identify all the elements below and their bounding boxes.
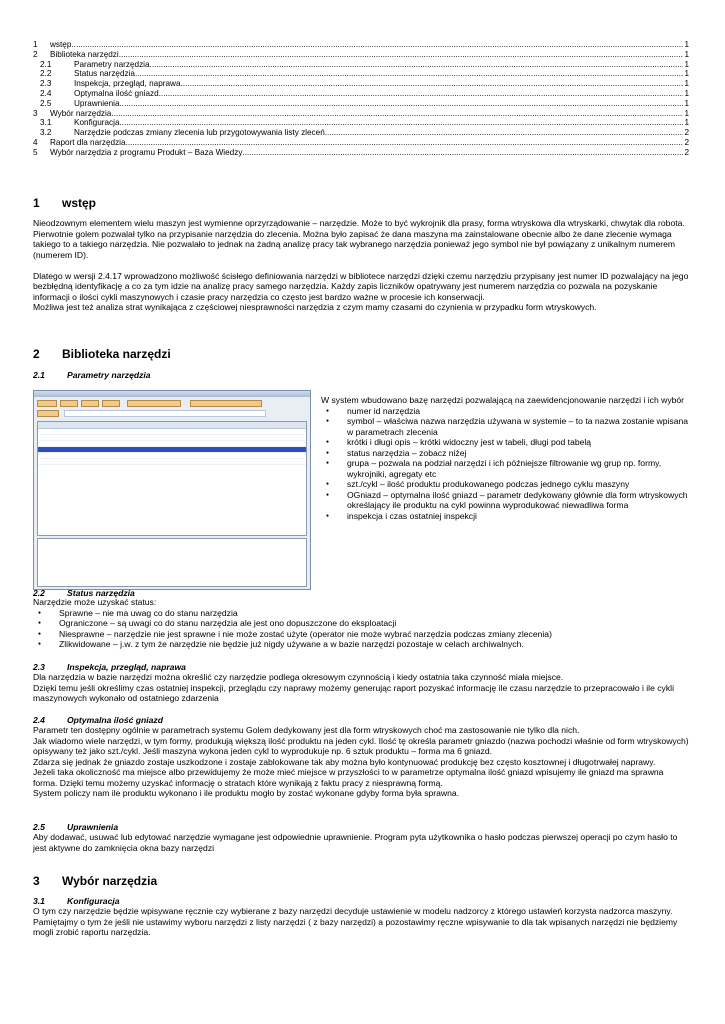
toc-dot-leader (242, 148, 683, 158)
toc-entry-title: Parametry narzędzia (74, 59, 150, 69)
paragraph: Możliwa jest też analiza strat wynikająca z częściowej niesprawności narzędzia z czym mamy czasami do czynienia w przypadku form wtryskowych. (33, 302, 597, 312)
list-item: ● Sprawne – nie ma uwag co do stanu narzędzia (33, 608, 689, 619)
paragraph: Zdarza się jednak że gniazdo zostaje uszkodzone i zostaje zablokowane tak aby można było kontynuować produkcję bez często kosztownej i długotrwałej naprawy. (33, 756, 656, 767)
section-2-2-heading: 2.2 Status narzędzia (33, 588, 135, 598)
toc-entry-number: 2.1 (40, 59, 52, 69)
paragraph: System policzy nam ile produktu wykonano i ile produktu mogło by zostać wykonane gdyby forma była sprawna. (33, 788, 460, 798)
list-item: ● Zlikwidowane – j.w. z tym że narzędzie nie będzie już nigdy używane a w bazie narzędzi pozostaje w celach archiwalnych. (33, 639, 689, 650)
section-2-2-body (33, 597, 689, 650)
window-titlebar (34, 391, 310, 397)
paragraph: Parametr ten dostępny ogólnie w parametrach systemu Golem dedykowany jest dla form wtryskowych choć ma zastosowanie nie tylko dla nich. (33, 725, 580, 735)
paragraph: Pamiętajmy o tym że jeśli nie ustawimy wyboru narzędzi z listy narzędzi ( z bazy narzędzi) a pozostawimy ręczne wpisywanie to dla tak wpisanych narzędzi nie będziemy mogli zrobić raportu narzędzia. (33, 916, 678, 937)
toc-dot-leader (325, 128, 684, 138)
section-2-4-body (33, 725, 689, 799)
paragraph: O tym czy narzędzie będzie wpisywane ręcznie czy wybierane z bazy narzędzi decyduje ustawienie w modelu nadzorcy z którego ustawień korzysta nadzorca maszyny. (33, 906, 673, 916)
toc-entry-number: 2.2 (40, 69, 52, 79)
status-list (33, 608, 689, 650)
toc-entry[interactable] (33, 40, 689, 50)
toc-entry-title: wstęp (50, 40, 72, 49)
list-item: ● Niesprawne – narzędzie nie jest sprawne i nie może zostać użyte (operator nie może wybrać narzędzia podczas zmiany zlecenia) (33, 629, 689, 640)
section-2-4-heading: 2.4 Optymalna ilość gniazd (33, 715, 163, 725)
toc-entry-page: 1 (684, 108, 689, 118)
section-2-3-heading: 2.3 Inspekcja, przegląd, naprawa (33, 662, 186, 672)
paragraph: Narzędzie może uzyskać status: (33, 597, 157, 607)
section-1-body (33, 218, 689, 313)
toc-dot-leader (111, 109, 683, 119)
section-2-5-body (33, 832, 689, 853)
paragraph: Dlatego w wersji 2.4.17 wprowadzono możliwość ścisłego definiowania narzędzi w bibliotece narzędzi dzięki czemu narzędziu przypisany jest numer ID pozwalający na jego bezbłędną identyfikację a co za tym idzie na analizę pracy samego narzędzia. Każdy zapis liczników opatrywany jest numerem narzędzia co pozwala na pozyskanie informacji o ilości cykli maszynowych i czasie pracy narzędzia co często jest bardzo ważne w procesie ich konserwacji. (33, 270, 689, 302)
paragraph: Nieodzownym elementem wielu maszyn jest wymienne oprzyrządowanie – narzędzie. Może to być wykrojnik dla prasy, forma wtryskowa dla wtryskarki, chwytak dla robota. (33, 218, 685, 228)
toc-entry-number: 5 (33, 147, 38, 157)
toc-entry-page: 2 (684, 128, 689, 138)
toc-entry-number: 2.3 (40, 79, 52, 89)
parameters-list (321, 406, 689, 522)
list-item: ● OGniazd – optymalna ilość gniazd – parametr dedykowany głównie dla form wtryskowych określający ile produktu na cykl powinna wyprodukować niewadliwa forma (321, 490, 689, 511)
toc-dot-leader (119, 50, 684, 60)
toc-entry-number: 2.5 (40, 98, 52, 108)
toc-entry-title: Biblioteka narzędzi (50, 49, 119, 59)
paragraph: Jeżeli taka okoliczność ma miejsce albo przewidujemy że może mieć miejsce w przyszłości to w parametrze optymalna ilość gniazd wpisujemy ile gniazd ma sprawna forma. Dzięki temu możemy uzyskać informację o stratach które wynikają z faktu pracy z niesprawną formą. (33, 767, 664, 788)
paragraph: Pierwotnie golem pozwalał tylko na przypisanie narzędzia do zlecenia. Można było zapisać że dana maszyna ma zainstalowane obecnie albo że dane zlecenie wymaga takiego to a takiego narzędzia. Nie pozwalało to jednak na żadną analizę pracy tak wybranego narzędzia ponieważ jego symbol nie był powiązany z unikalnym numerem (numerem ID). (33, 228, 676, 260)
paragraph: Dla narzędzia w bazie narzędzi można określić czy narzędzie podlega okresowym czynnością i kiedy ostatnia taka czynność miała miejsce. (33, 672, 564, 682)
toc-dot-leader (135, 69, 683, 79)
section-3-heading: 3 Wybór narzędzia (33, 874, 158, 888)
toc-dot-leader (71, 40, 683, 50)
toc-entry-title: Uprawnienia (74, 98, 120, 108)
toc-entry-number: 3.1 (40, 118, 52, 128)
toc-entry[interactable] (33, 118, 689, 128)
list-item: ● Ograniczone – są uwagi co do stanu narzędzia ale jest ono dopuszczone do eksploatacji (33, 618, 689, 629)
toc-entry-number: 4 (33, 137, 38, 147)
toc-entry[interactable] (33, 79, 689, 89)
list-item: ● inspekcja i czas ostatniej inspekcji (321, 511, 689, 522)
toc-entry-page: 1 (684, 79, 689, 89)
toc-entry-page: 1 (684, 118, 689, 128)
paragraph: Aby dodawać, usuwać lub edytować narzędzie wymagane jest odpowiednie uprawnienie. Program pyta użytkownika o hasło podczas pierwszej operacji po czym hasło to jest aktywne do zamknięcia okna bazy narzędzi (33, 832, 678, 853)
toc-dot-leader (120, 99, 684, 109)
section-1-heading: 1 wstęp (33, 196, 97, 210)
toc-entry[interactable] (33, 60, 689, 70)
toolbar (37, 400, 262, 406)
toc-entry[interactable] (33, 138, 689, 148)
section-2-5-heading: 2.5 Uprawnienia (33, 822, 119, 832)
toc-entry-page: 1 (684, 49, 689, 59)
paragraph: W system wbudowano bazę narzędzi pozwalającą na zaewidencjonowanie narzędzi i ich wybór (321, 395, 685, 405)
toc-dot-leader (159, 89, 684, 99)
section-3-1-heading: 3.1 Konfiguracja (33, 896, 120, 906)
toc-entry[interactable] (33, 69, 689, 79)
toc-entry-title: Raport dla narzędzia (50, 137, 126, 147)
paragraph: Jak wiadomo wiele narzędzi, w tym formy, produkują większą ilość produktu na jeden cykl. Ilość tę określa parametr gniazdo (nazwa pochodzi właśnie od form wtryskowych) opisywany też jako szt./cykl. Jeśli maszyna wykona jeden cykl to wyprodukuje np. 6 sztuk produktu – forma ma 6 gniazd. (33, 735, 689, 756)
toc-entry-title: Konfiguracja (74, 118, 120, 128)
list-item: ● grupa – pozwala na podział narzędzi i ich późniejsze filtrowanie wg grup np. formy, wykrojniki, agregaty etc (321, 458, 689, 479)
section-2-1-heading: 2.1 Parametry narzędzia (33, 370, 151, 380)
toc-dot-leader (120, 118, 684, 128)
tool-table (37, 421, 307, 536)
toc-entry-page: 1 (684, 98, 689, 108)
toc-dot-leader (150, 60, 684, 70)
toc-entry-number: 1 (33, 40, 38, 49)
table-of-contents (33, 40, 689, 158)
toc-entry-page: 1 (684, 59, 689, 69)
toc-dot-leader (181, 79, 684, 89)
toc-entry[interactable] (33, 89, 689, 99)
tool-database-screenshot (33, 390, 311, 590)
toc-entry-page: 2 (684, 137, 689, 147)
list-item: ● krótki i długi opis – krótki widoczny jest w tabeli, długi pod tabelą (321, 437, 689, 448)
toc-entry-page: 1 (684, 88, 689, 98)
toc-entry[interactable] (33, 99, 689, 109)
section-2-heading: 2 Biblioteka narzędzi (33, 347, 171, 361)
toc-entry[interactable] (33, 109, 689, 119)
paragraph: Dzięki temu jeśli określimy czas ostatniej inspekcji, przeglądu czy naprawy możemy generując raport pozyskać informację ile czasu narzędzie to przepracowało i ile cykli maszynowych wykonało od ostatniego zdarzenia (33, 682, 674, 703)
toc-entry-number: 3.2 (40, 128, 52, 138)
toc-entry-title: Wybór narzędzia z programu Produkt – Baza Wiedzy (50, 147, 243, 157)
list-item: ● status narzędzia – zobacz niżej (321, 448, 689, 459)
toc-entry-title: Status narzędzia (74, 69, 135, 79)
toc-entry-number: 2 (33, 49, 38, 59)
toc-entry-page: 1 (684, 40, 689, 49)
toc-entry-title: Optymalna ilość gniazd (74, 88, 159, 98)
toc-entry-page: 2 (684, 147, 689, 157)
section-2-3-body (33, 672, 689, 704)
toc-entry-page: 1 (684, 69, 689, 79)
toc-entry[interactable] (33, 148, 689, 158)
list-item: ● symbol – właściwa nazwa narzędzia używana w systemie – to ta nazwa zostanie wpisana w parametrach zlecenia (321, 416, 689, 437)
parameters-description (321, 395, 689, 521)
toc-entry-number: 2.4 (40, 88, 52, 98)
list-item: ● numer id narzędzia (321, 406, 689, 417)
toc-entry[interactable] (33, 128, 689, 138)
toc-dot-leader (126, 138, 684, 148)
list-item: ● szt./cykl – ilość produktu produkowanego podczas jednego cyklu maszyny (321, 479, 689, 490)
toc-entry-title: Wybór narzędzia (50, 108, 112, 118)
toc-entry[interactable] (33, 50, 689, 60)
section-3-1-body (33, 906, 689, 938)
document-page (33, 40, 689, 937)
toc-entry-title: Narzędzie podczas zmiany zlecenia lub przygotowywania listy zleceń (74, 128, 325, 138)
toc-entry-title: Inspekcja, przegląd, naprawa (74, 79, 181, 89)
tool-details-panel (37, 538, 307, 587)
toc-entry-number: 3 (33, 108, 38, 118)
